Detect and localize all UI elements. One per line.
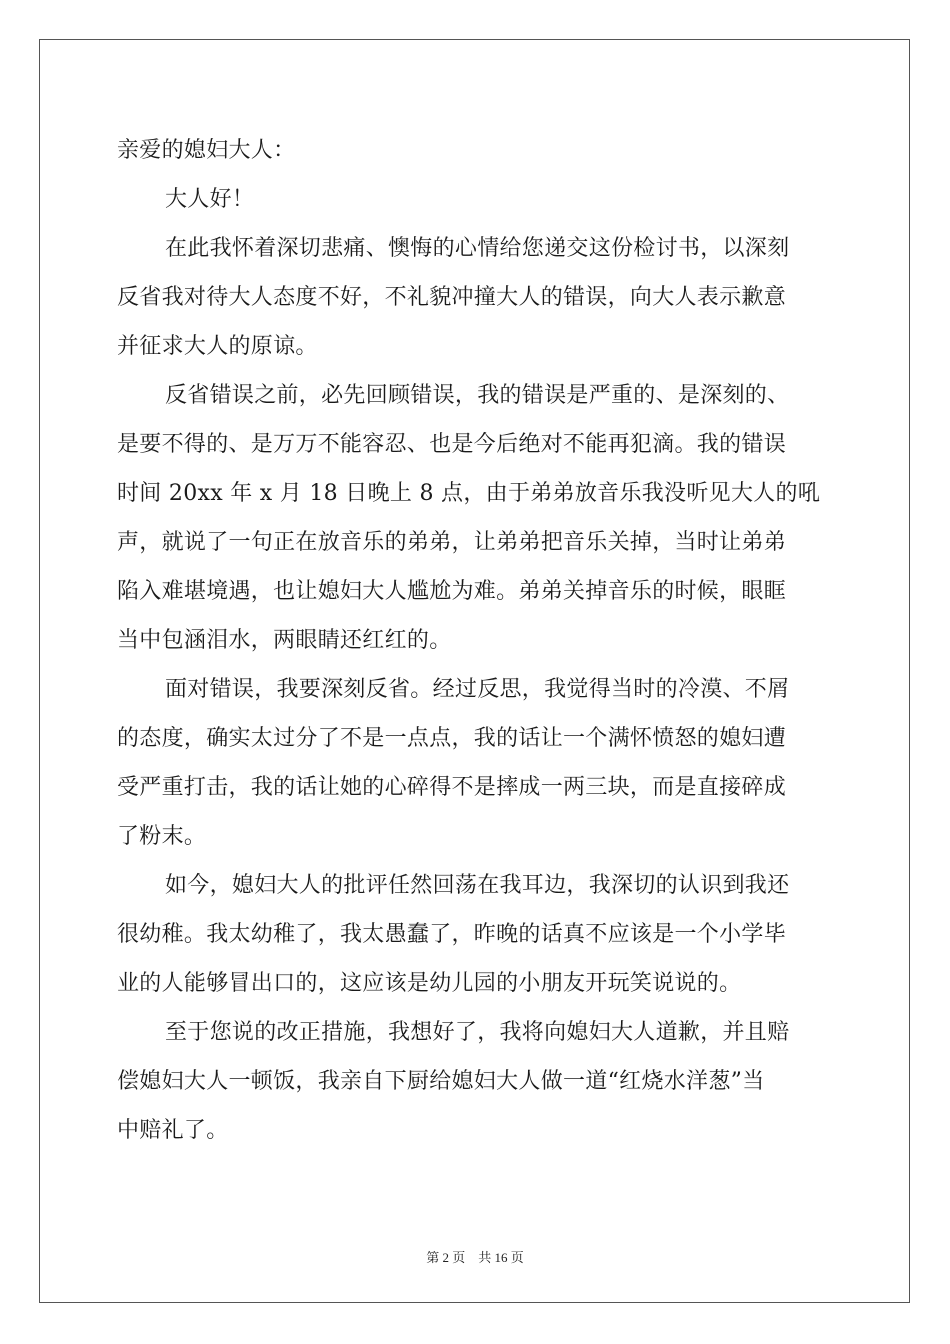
paragraph-line: 了粉末。 — [117, 824, 207, 849]
paragraph-line: 时间 20xx 年 x 月 18 日晚上 8 点，由于弟弟放音乐我没听见大人的吼 — [117, 481, 821, 506]
paragraph-line: 在此我怀着深切悲痛、懊悔的心情给您递交这份检讨书，以深刻 — [165, 236, 790, 261]
paragraph-line: 是要不得的、是万万不能容忍、也是今后绝对不能再犯滴。我的错误 — [117, 432, 787, 457]
paragraph-line: 如今，媳妇大人的批评任然回荡在我耳边，我深切的认识到我还 — [165, 873, 790, 898]
paragraph-line: 陷入难堪境遇，也让媳妇大人尴尬为难。弟弟关掉音乐的时候，眼眶 — [117, 579, 787, 604]
paragraph-line: 声，就说了一句正在放音乐的弟弟，让弟弟把音乐关掉，当时让弟弟 — [117, 530, 787, 555]
letter-body — [117, 126, 833, 1155]
paragraph-3 — [117, 665, 833, 861]
salutation: 亲爱的媳妇大人： — [117, 138, 296, 163]
paragraph-line: 的态度，确实太过分了不是一点点，我的话让一个满怀愤怒的媳妇遭 — [117, 726, 787, 751]
page-total: 共 16 页 — [478, 1250, 524, 1265]
paragraph-4 — [117, 861, 833, 1008]
paragraph-2 — [117, 371, 833, 665]
paragraph-line: 业的人能够冒出口的，这应该是幼儿园的小朋友开玩笑说说的。 — [117, 971, 742, 996]
page-number: 第 2 页 — [426, 1250, 466, 1265]
paragraph-line: 中赔礼了。 — [117, 1118, 229, 1143]
paragraph-1 — [117, 224, 833, 371]
greeting: 大人好！ — [165, 187, 255, 212]
paragraph-line: 偿媳妇大人一顿饭，我亲自下厨给媳妇大人做一道“红烧水洋葱”当 — [117, 1069, 765, 1094]
paragraph-line: 当中包涵泪水，两眼睛还红红的。 — [117, 628, 452, 653]
paragraph-line: 至于您说的改正措施，我想好了，我将向媳妇大人道歉，并且赔 — [165, 1020, 790, 1045]
paragraph-line: 很幼稚。我太幼稚了，我太愚蠢了，昨晚的话真不应该是一个小学毕 — [117, 922, 787, 947]
paragraph-line: 反省我对待大人态度不好，不礼貌冲撞大人的错误，向大人表示歉意 — [117, 285, 787, 310]
page-footer — [0, 1247, 950, 1266]
paragraph-line: 反省错误之前，必先回顾错误，我的错误是严重的、是深刻的、 — [165, 383, 790, 408]
paragraph-5 — [117, 1008, 833, 1155]
paragraph-line: 并征求大人的原谅。 — [117, 334, 318, 359]
paragraph-line: 面对错误，我要深刻反省。经过反思，我觉得当时的冷漠、不屑 — [165, 677, 790, 702]
paragraph-line: 受严重打击，我的话让她的心碎得不是摔成一两三块，而是直接碎成 — [117, 775, 787, 800]
